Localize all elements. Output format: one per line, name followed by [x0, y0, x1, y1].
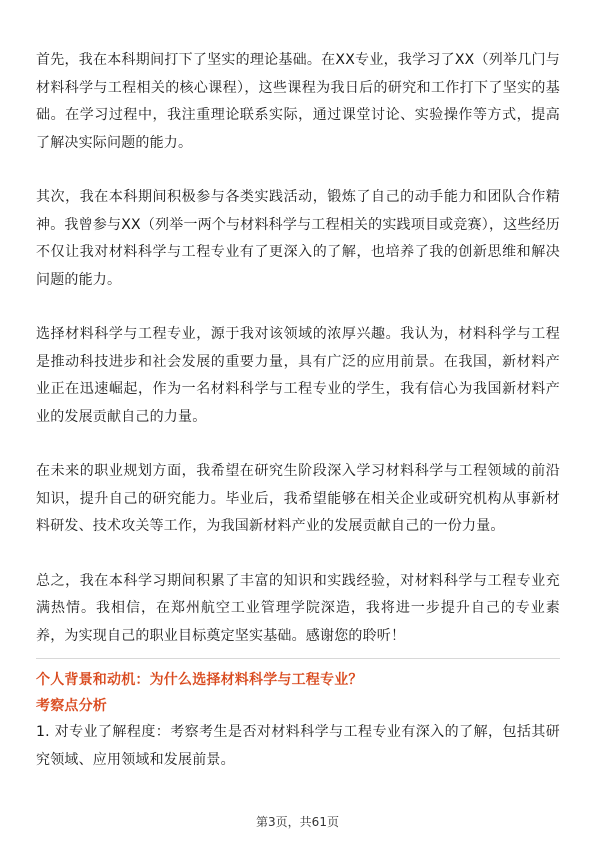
body-paragraph-2: 其次，我在本科期间积极参与各类实践活动，锻炼了自己的动手能力和团队合作精神。我曾参与XX（列举一两个与材料科学与工程相关的实践项目或竞赛），这些经历不仅让我对材料科学与工程专业有了更深入的了解，也培养了我的创新思维和解决问题的能力。	[36, 189, 560, 288]
question-heading: 个人背景和动机：为什么选择材料科学与工程专业？	[36, 672, 363, 688]
page-number-footer: 第3页，共61页	[256, 815, 339, 829]
body-paragraph-4: 在未来的职业规划方面，我希望在研究生阶段深入学习材料科学与工程领域的前沿知识，提升自己的研究能力。毕业后，我希望能够在相关企业或研究机构从事新材料研发、技术攻关等工作，为我国新材料产业的发展贡献自己的一份力量。	[36, 463, 560, 534]
body-paragraph-5: 总之，我在本科学习期间积累了丰富的知识和实践经验，对材料科学与工程专业充满热情。我相信，在郑州航空工业管理学院深造，我将进一步提升自己的专业素养，为实现自己的职业目标奠定坚实基础。感谢您的聆听！	[36, 572, 560, 644]
analysis-item-1: 1. 对专业了解程度：考察考生是否对材料科学与工程专业有深入的了解，包括其研究领域、应用领域和发展前景。	[36, 724, 560, 768]
body-paragraph-3: 选择材料科学与工程专业，源于我对该领域的浓厚兴趣。我认为，材料科学与工程是推动科技进步和社会发展的重要力量，具有广泛的应用前景。在我国，新材料产业正在迅速崛起，作为一名材料科学与工程专业的学生，我有信心为我国新材料产业的发展贡献自己的力量。	[36, 326, 560, 425]
section-divider	[36, 658, 560, 659]
analysis-heading: 考察点分析	[36, 698, 107, 714]
body-paragraph-1: 首先，我在本科期间打下了坚实的理论基础。在XX专业，我学习了XX（列举几门与材料科学与工程相关的核心课程），这些课程为我日后的研究和工作打下了坚实的基础。在学习过程中，我注重理论联系实际，通过课堂讨论、实验操作等方式，提高了解决实际问题的能力。	[36, 52, 560, 151]
page-content	[36, 47, 560, 774]
